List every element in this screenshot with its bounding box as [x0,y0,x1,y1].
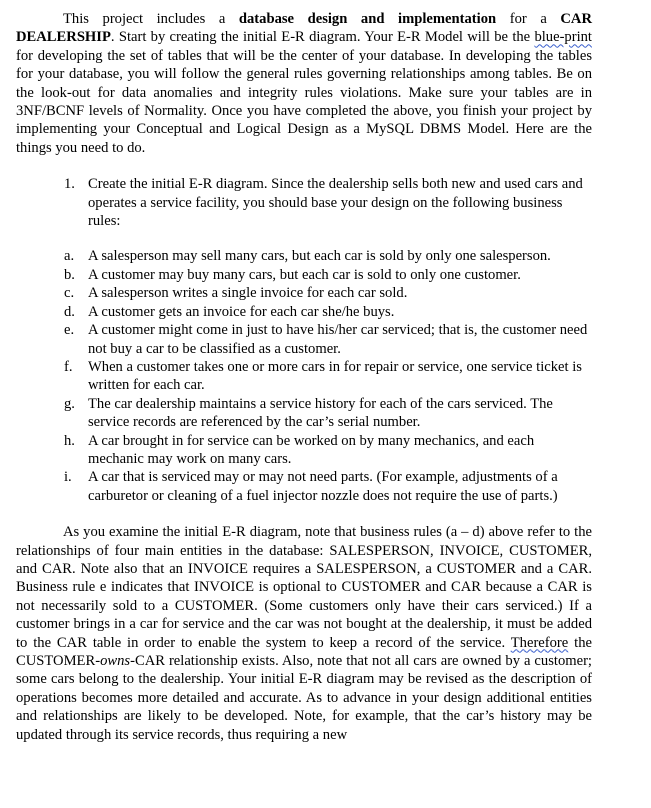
intro-text-1: This project includes a [63,11,239,27]
list-item-text: A customer may buy many cars, but each car is sold to only one customer. [88,266,521,283]
list-item [16,284,592,302]
list-item [16,266,592,284]
list-marker: 1. [64,176,75,193]
examine-text-1: As you examine the initial E-R diagram, note that business rules (a – d) above refer to the relationships of four main entities in the database: SALESPERSON, INVOICE, CUSTOMER, and CAR. Note also that an INVOICE requires a SALESPERSON, a CUSTOMER and a CAR. Business rule e indicates that INVOICE is optional to CUSTOMER and CAR because a CAR is not necessarily sold to a CUSTOMER. (Some customers only have their cars serviced.) If a customer brings in a car for service and the car was not bought at the dealership, it must be added to the CAR table in order to enable the system to keep a record of the service. [16,524,592,651]
list-item [16,303,592,321]
intro-text-3: . Start by creating the initial E-R diagram. Your E-R Model will be the [110,29,535,46]
intro-bold-db-design: database design and implementation [238,11,497,27]
list-item-text: A customer gets an invoice for each car she/he buys. [88,303,395,320]
list-marker: a. [64,248,75,265]
spellcheck-word-blueprint: blue-print [534,29,592,46]
list-item-text: A car brought in for service can be worked on by many mechanics, and each mechanic may work on many cars. [88,432,535,467]
list-item-step-1 [16,175,592,230]
business-rules-list [16,247,592,505]
list-item [16,358,592,395]
list-item [16,321,592,358]
list-marker: i. [64,469,72,486]
list-marker: f. [64,358,73,375]
examine-paragraph [16,523,592,744]
examine-text-3: -CAR relationship exists. Also, note that not all cars are owned by a customer; some cars belong to the dealership. Your initial E-R diagram may be revised as the description of operations becomes more detailed and accurate. As to advance in your design additional entities and relationships are likely to be developed. Note, for example, that the car’s history may be updated through its service records, thus requiring a new [16,653,592,743]
list-item-text: Create the initial E-R diagram. Since the dealership sells both new and used cars and operates a service facility, you should base your design on the following business rules: [88,176,583,230]
intro-bold-car-dealership: CAR DEALERSHIP [16,11,592,46]
intro-paragraph [16,10,592,157]
numbered-list [16,175,592,230]
list-item [16,247,592,265]
list-marker: b. [64,266,75,283]
list-item-text: A salesperson may sell many cars, but each car is sold by only one salesperson. [88,248,551,265]
examine-text-2: the CUSTOMER- [16,634,592,669]
list-item-text: A salesperson writes a single invoice for each car sold. [88,285,408,302]
list-item [16,432,592,469]
list-marker: h. [64,432,75,449]
list-marker: e. [64,322,75,339]
list-marker: d. [64,303,75,320]
list-item-text: A car that is serviced may or may not need parts. (For example, adjustments of a carburetor or cleaning of a fuel injector nozzle does not require the use of parts.) [88,469,558,504]
list-item-text: The car dealership maintains a service history for each of the cars serviced. The service records are referenced by the car’s serial number. [88,395,553,431]
list-item-text: When a customer takes one or more cars in for repair or service, one service ticket is written for each car. [88,358,582,394]
intro-text-2: for a [496,11,561,27]
list-marker: g. [64,395,75,412]
examine-italic-owns: owns [100,653,131,669]
intro-text-4: for developing the set of tables that will be the center of your database. In developing the tables for your database, you will follow the general rules governing relationships among tables. Be on the look-out for data anomalies and integrity rules violations. Make sure your tables are in 3NF/BCNF levels of Normality. Once you have completed the above, you finish your project by implementing your Conceptual and Logical Design as a MySQL DBMS Model. Here are the things you need to do. [16,47,592,156]
list-item [16,395,592,432]
spellcheck-word-therefore: Therefore [510,634,569,651]
list-marker: c. [64,285,75,302]
list-item [16,468,592,505]
list-item-text: A customer might come in just to have his/her car serviced; that is, the customer need not buy a car to be classified as a customer. [88,322,588,357]
document-page [16,10,592,744]
